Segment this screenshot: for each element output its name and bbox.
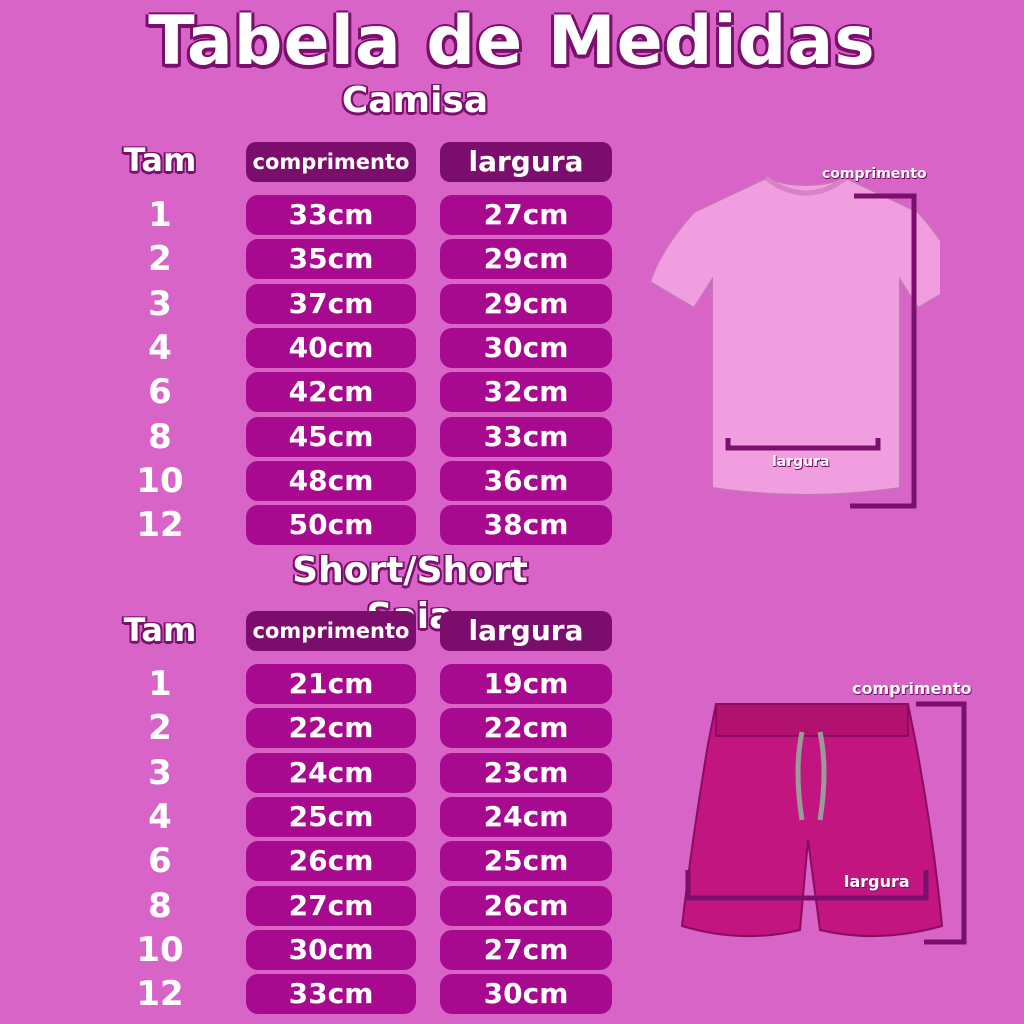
short-size-label: 8 xyxy=(148,886,172,926)
shirt-size-label: 4 xyxy=(148,328,172,368)
shirt-width-cell: 29cm xyxy=(440,239,612,279)
shirt-size-label: 12 xyxy=(136,505,184,545)
shirt-width-cell: 33cm xyxy=(440,417,612,457)
short-length-cell: 27cm xyxy=(246,886,416,926)
short-width-cell: 26cm xyxy=(440,886,612,926)
short-width-cell: 23cm xyxy=(440,753,612,793)
shirt-width-cell: 27cm xyxy=(440,195,612,235)
shirt-length-cell: 37cm xyxy=(246,284,416,324)
short-width-cell: 25cm xyxy=(440,841,612,881)
short-length-cell: 33cm xyxy=(246,974,416,1014)
shirt-size-label: 2 xyxy=(148,239,172,279)
short-size-label: 3 xyxy=(148,753,172,793)
short-length-cell: 21cm xyxy=(246,664,416,704)
short-width-cell: 30cm xyxy=(440,974,612,1014)
short-width-cell: 24cm xyxy=(440,797,612,837)
shirt-diagram-length-label: comprimento xyxy=(822,166,927,182)
short-size-label: 2 xyxy=(148,708,172,748)
shirt-diagram-width-label: largura xyxy=(772,454,830,470)
short-size-label: 4 xyxy=(148,797,172,837)
short-size-label: 1 xyxy=(148,664,172,704)
short-diagram-length-label: comprimento xyxy=(852,679,972,698)
short-length-cell: 24cm xyxy=(246,753,416,793)
shirt-width-cell: 36cm xyxy=(440,461,612,501)
shirt-size-label: 10 xyxy=(136,461,184,501)
shirt-length-cell: 33cm xyxy=(246,195,416,235)
shirt-size-label: 1 xyxy=(148,195,172,235)
shirt-size-label: 3 xyxy=(148,284,172,324)
shirt-length-cell: 40cm xyxy=(246,328,416,368)
short-length-cell: 22cm xyxy=(246,708,416,748)
shirt-length-header: comprimento xyxy=(246,142,416,182)
shirt-size-header: Tam xyxy=(123,141,197,179)
shirt-width-cell: 38cm xyxy=(440,505,612,545)
shirt-width-header: largura xyxy=(440,142,612,182)
shirt-length-cell: 48cm xyxy=(246,461,416,501)
short-length-cell: 25cm xyxy=(246,797,416,837)
short-diagram-icon xyxy=(670,690,980,960)
shirt-length-cell: 45cm xyxy=(246,417,416,457)
shirt-length-cell: 35cm xyxy=(246,239,416,279)
short-size-label: 6 xyxy=(148,841,172,881)
short-size-label: 10 xyxy=(136,930,184,970)
short-length-header: comprimento xyxy=(246,611,416,651)
page-title: Tabela de Medidas xyxy=(148,2,876,81)
shirt-width-cell: 30cm xyxy=(440,328,612,368)
short-length-cell: 30cm xyxy=(246,930,416,970)
shirt-width-cell: 32cm xyxy=(440,372,612,412)
shirt-size-label: 6 xyxy=(148,372,172,412)
short-section-title: Short/Short xyxy=(292,550,528,591)
shirt-width-cell: 29cm xyxy=(440,284,612,324)
shirt-section-title: Camisa xyxy=(341,80,489,121)
shirt-length-cell: 42cm xyxy=(246,372,416,412)
short-width-cell: 19cm xyxy=(440,664,612,704)
short-width-header: largura xyxy=(440,611,612,651)
short-width-cell: 22cm xyxy=(440,708,612,748)
shirt-length-cell: 50cm xyxy=(246,505,416,545)
shirt-size-label: 8 xyxy=(148,417,172,457)
short-length-cell: 26cm xyxy=(246,841,416,881)
short-diagram-width-label: largura xyxy=(844,872,910,891)
short-width-cell: 27cm xyxy=(440,930,612,970)
short-size-label: 12 xyxy=(136,974,184,1014)
short-size-header: Tam xyxy=(123,611,197,649)
